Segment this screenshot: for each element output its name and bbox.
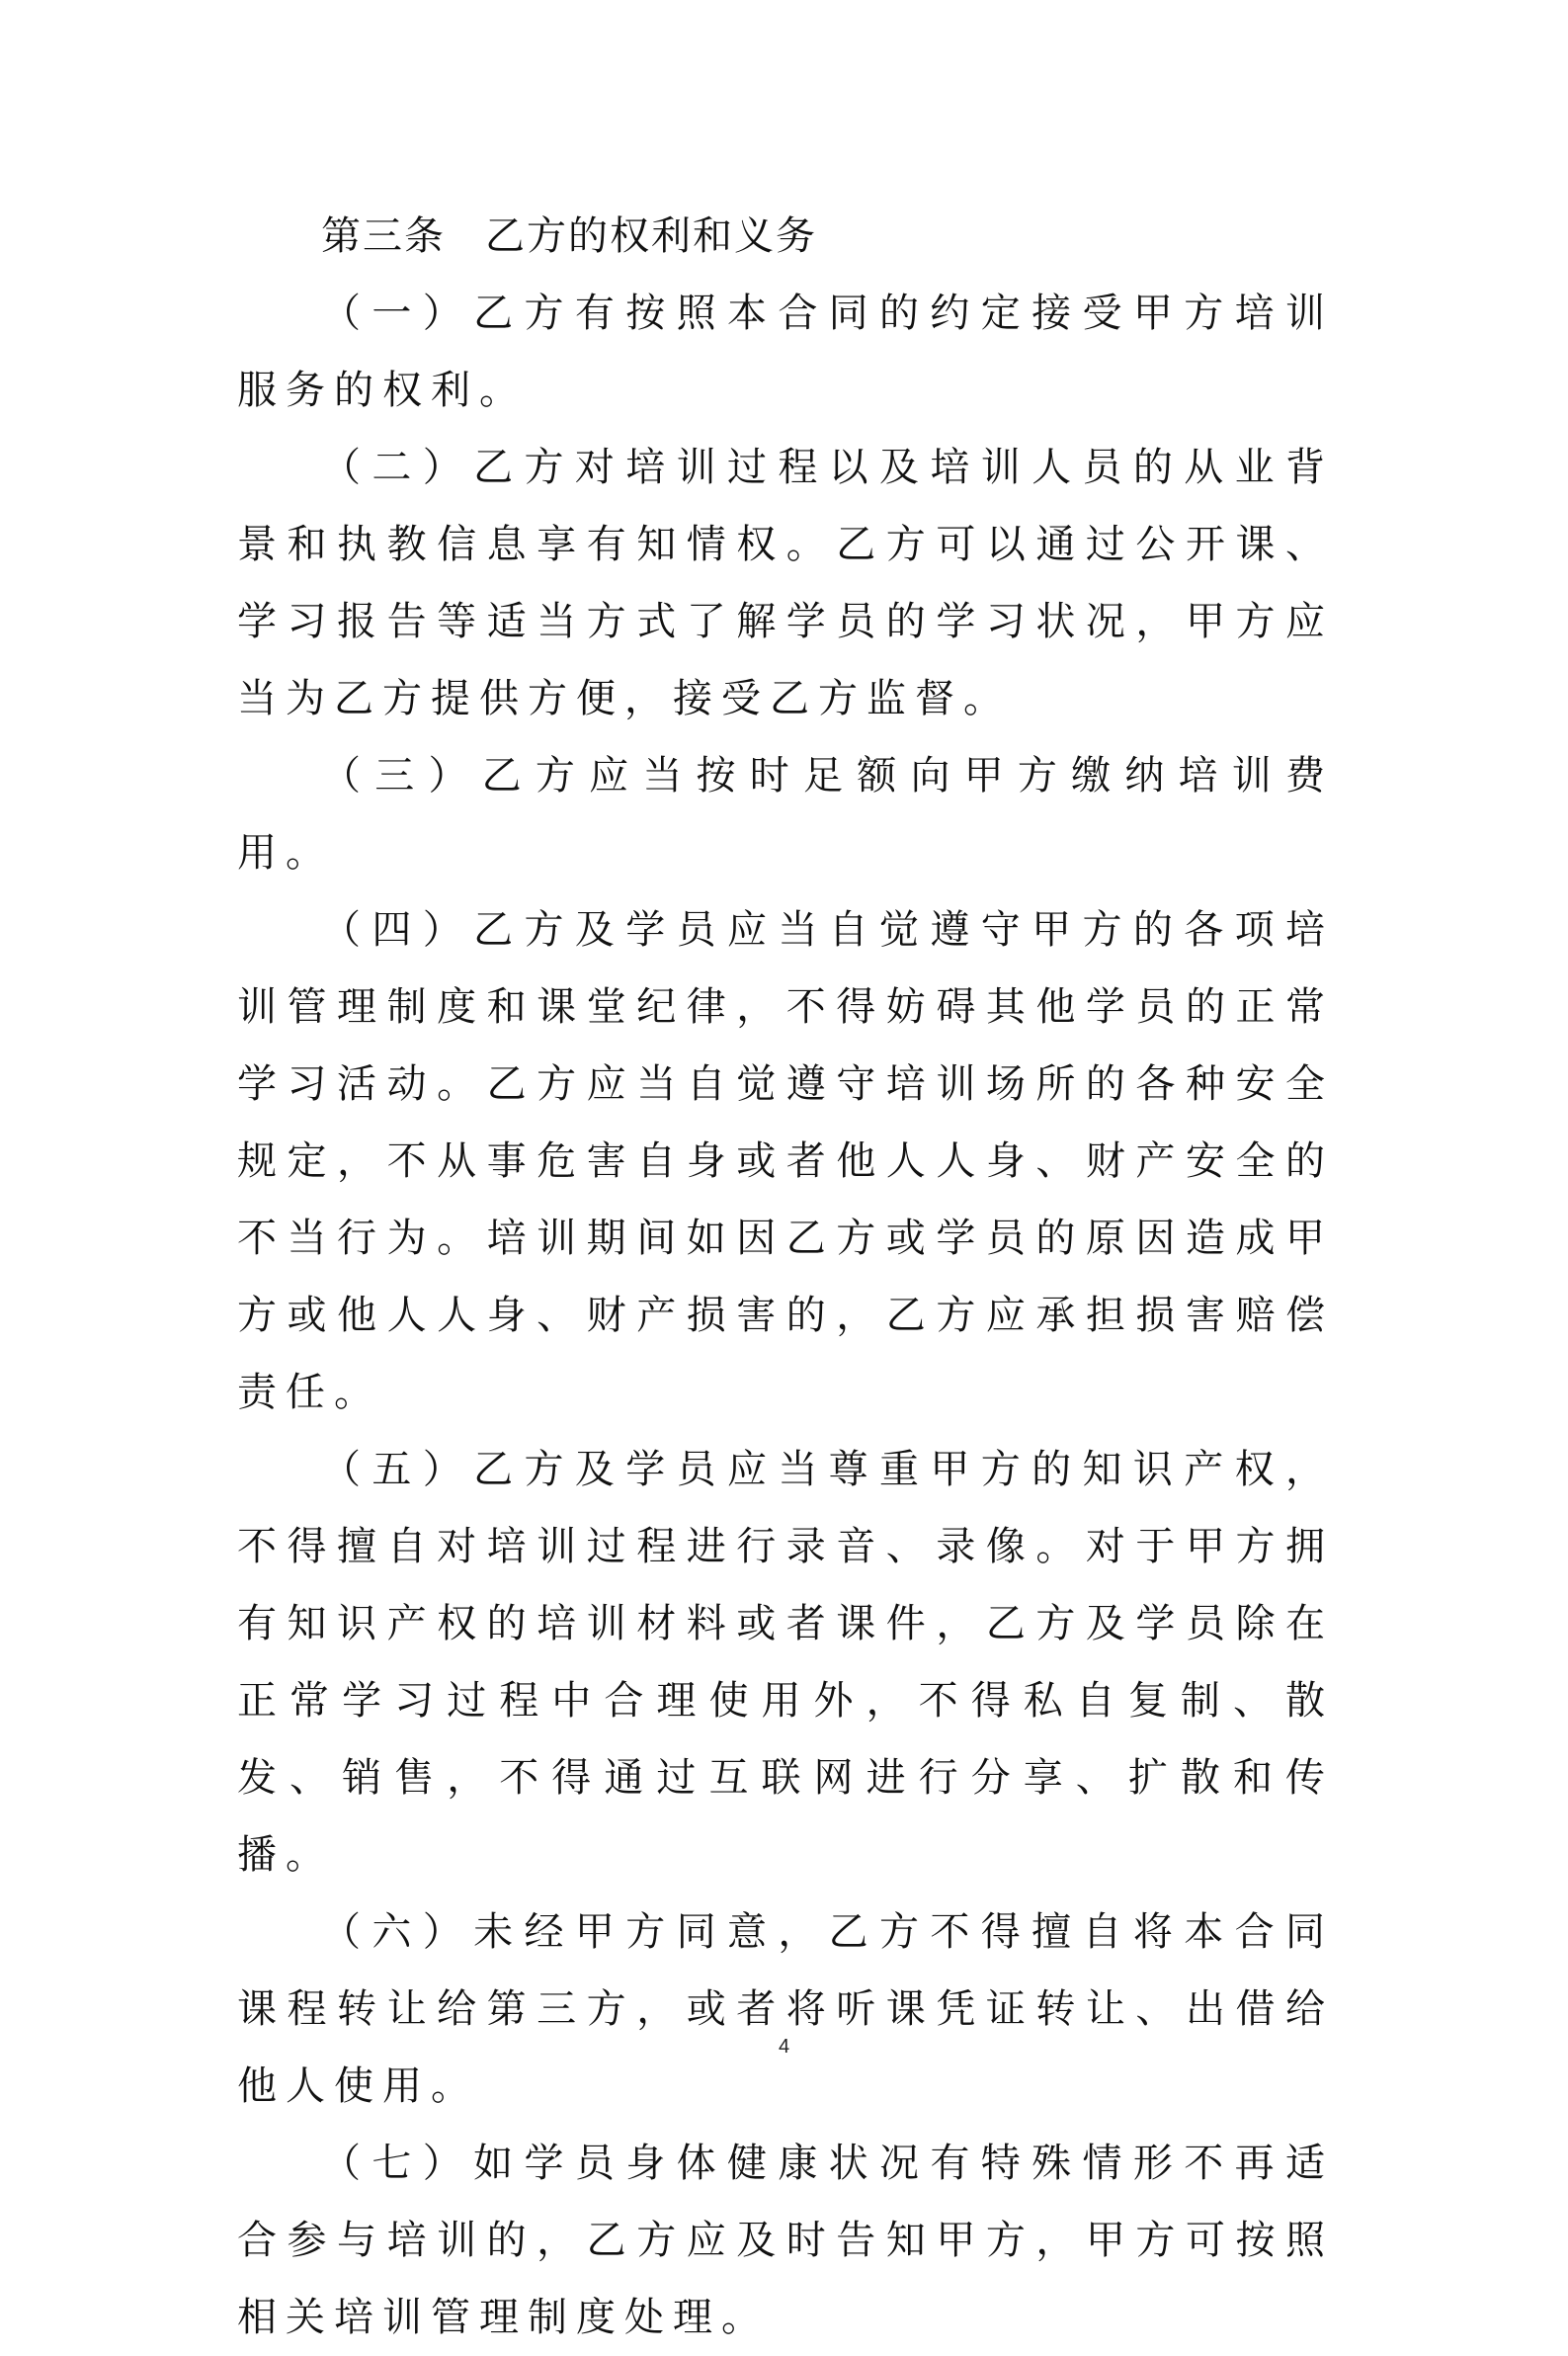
page-number: 4 bbox=[778, 2036, 790, 2058]
clause-1: （一）乙方有按照本合同的约定接受甲方培训服务的权利。 bbox=[237, 291, 1334, 413]
clause-3: （三）乙方应当按时足额向甲方缴纳培训费用。 bbox=[237, 753, 1334, 876]
clause-7: （七）如学员身体健康状况有特殊情形不再适合参与培训的，乙方应及时告知甲方，甲方可按照相关培训管理制度处理。 bbox=[237, 2141, 1334, 2340]
article-heading bbox=[237, 198, 1334, 275]
clause-2: （二）乙方对培训过程以及培训人员的从业背景和执教信息享有知情权。乙方可以通过公开课、学习报告等适当方式了解学员的学习状况，甲方应当为乙方提供方便，接受乙方监督。 bbox=[237, 445, 1334, 721]
clause-5: （五）乙方及学员应当尊重甲方的知识产权，不得擅自对培训过程进行录音、录像。对于甲方拥有知识产权的培训材料或者课件，乙方及学员除在正常学习过程中合理使用外，不得私自复制、散发、销售，不得通过互联网进行分享、扩散和传播。 bbox=[237, 1447, 1334, 1878]
page-content bbox=[237, 198, 1334, 2356]
clause-4: （四）乙方及学员应当自觉遵守甲方的各项培训管理制度和课堂纪律，不得妨碍其他学员的正常学习活动。乙方应当自觉遵守培训场所的各种安全规定，不从事危害自身或者他人人身、财产安全的不当行为。培训期间如因乙方或学员的原因造成甲方或他人人身、财产损害的，乙方应承担损害赔偿责任。 bbox=[237, 907, 1334, 1415]
article-title: 乙方的权利和义务 bbox=[485, 213, 817, 259]
clause-6: （六）未经甲方同意，乙方不得擅自将本合同课程转让给第三方，或者将听课凭证转让、出借给他人使用。 bbox=[237, 1909, 1334, 2109]
article-number: 第三条 bbox=[321, 213, 446, 259]
